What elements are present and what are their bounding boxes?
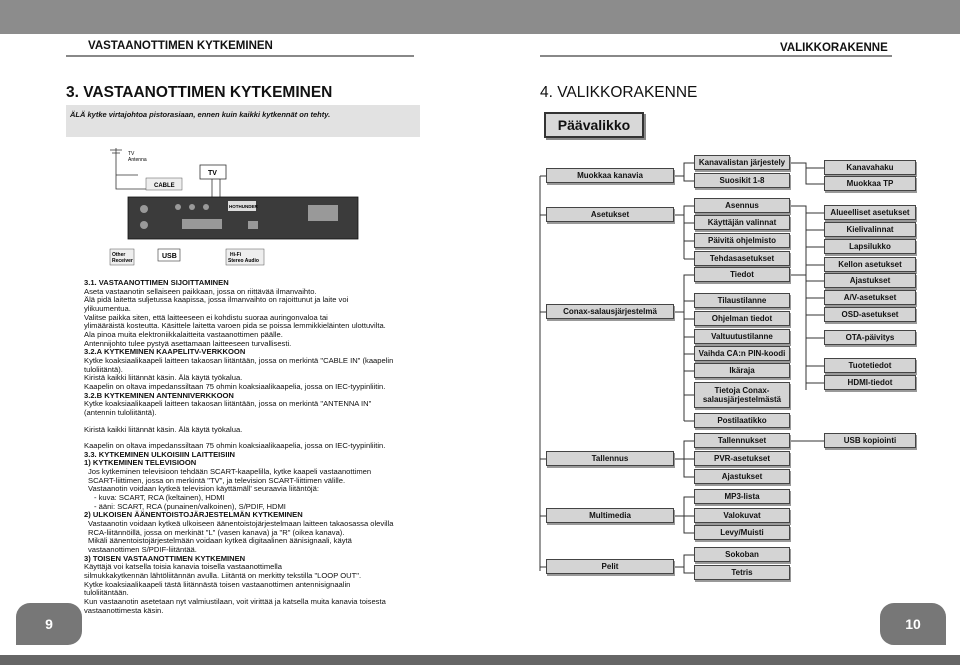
menu-col1-item: Multimedia	[546, 508, 674, 523]
page-number-right: 10	[880, 603, 946, 645]
menu-col3-item: Kellon asetukset	[824, 257, 916, 272]
text-line: silmukkakytkennän lähtöliitännän avulla. Liitäntä on merkitty tekstilla "LOOP OUT".	[84, 571, 362, 580]
menu-col1-item: Asetukset	[546, 207, 674, 222]
menu-col2-item: Tietoja Conax-salausjärjestelmästä	[694, 382, 790, 408]
menu-col2-item: Ajastukset	[694, 469, 790, 484]
usb-label: USB	[162, 253, 177, 260]
menu-col2-item: PVR-asetukset	[694, 451, 790, 466]
menu-col2-item: Levy/Muisti	[694, 525, 790, 540]
text-line: Kytke koaksiaalikaapeli laitteen takaosan liitäntään, jossa on merkintä "ANTENNA IN"	[84, 399, 372, 409]
text-line: Aseta vastaanotin sellaiseen paikkaan, jossa on riittävää ilmanvaihto.	[84, 286, 317, 296]
text-line: 3.3. KYTKEMINEN ULKOISIIN LAITTEISIIN	[84, 449, 236, 459]
text-line: (antennin tuloliitäntä).	[84, 407, 157, 417]
text-line: Älä pidä laitetta suljetussa kaapissa, jossa ilmanvaihto on rajoittunut ja laite voi	[84, 295, 349, 305]
text-line: Kaapelin on oltava impedanssiltaan 75 ohmin koaksiaalikaapelia, jossa on IEC-tyypinliitin.	[84, 381, 386, 391]
menu-col2-item: Postilaatikko	[694, 413, 790, 428]
menu-col3-item: Kanavahaku	[824, 160, 916, 175]
other-receiver-label-2: Receiver	[112, 258, 133, 264]
hifi-label-2: Stereo Audio	[228, 258, 259, 264]
text-line: ylikuumentua.	[84, 303, 131, 313]
text-line: Vastaanotin voidaan kytkeä television käyttämäll' seuraavia liitäntöjä:	[88, 484, 319, 494]
menu-col2-item: Käyttäjän valinnat	[694, 215, 790, 230]
menu-col3-item: OTA-päivitys	[824, 330, 916, 345]
text-line: Kun vastaanotin asetetaan nyt valmiustilaan, voit virittää ja katsella muita kanavia toisesta	[84, 596, 386, 606]
menu-col1-item: Muokkaa kanavia	[546, 168, 674, 183]
menu-col2-item: Kanavalistan järjestely	[694, 155, 790, 170]
text-line: 3.2.A KYTKEMINEN KAAPELITV-VERKKOON	[84, 347, 246, 357]
menu-col3-item: HDMI-tiedot	[824, 375, 916, 390]
text-line: - kuva: SCART, RCA (keltainen), HDMI	[94, 493, 225, 503]
hifi-label: Hi-Fi	[230, 252, 242, 258]
page-number-left: 9	[16, 603, 82, 645]
menu-col3-item: Ajastukset	[824, 273, 916, 288]
text-line: tuloliitäntä).	[84, 364, 123, 374]
text-line: Kiristä kaikki liitännät käsin. Älä käytä työkalua.	[84, 373, 243, 383]
menu-col2-item: Tiedot	[694, 267, 790, 282]
header-left: VASTAANOTTIMEN KYTKEMINEN	[88, 40, 273, 52]
menu-col1-item: Tallennus	[546, 451, 674, 466]
menu-col3-item: Kielivalinnat	[824, 222, 916, 237]
text-line: Kaapelin on oltava impedanssiltaan 75 ohmin koaksiaalikaapelia, jossa on IEC-tyypinliitin.	[84, 441, 386, 451]
text-line: vastaanottimen S/PDIF-liitäntää.	[88, 545, 197, 555]
text-line: Mikäli äänentoistojärjestelmään voidaan kytkeä digitaalinen äänisignaali, käytä	[88, 536, 352, 546]
menu-col2-item: Suosikit 1-8	[694, 173, 790, 188]
text-line: Kytke koaksiaalikaapeli tästä liitännästä toisen vastaanottimen antennisignaalin	[84, 579, 351, 589]
menu-col3-item: Muokkaa TP	[824, 176, 916, 191]
text-line: 2) ULKOISEN ÄÄNENTOISTOJÄRJESTELMÄN KYTKEMINEN	[84, 510, 303, 520]
menu-col3-item: OSD-asetukset	[824, 307, 916, 322]
text-line: 1) KYTKEMINEN TELEVISIOON	[84, 458, 197, 468]
menu-col3-item: A/V-asetukset	[824, 290, 916, 305]
menu-col2-item: Tallennukset	[694, 433, 790, 448]
menu-col2-item: MP3-lista	[694, 489, 790, 504]
menu-col2-item: Ohjelman tiedot	[694, 311, 790, 326]
text-line: Käyttäjä voi katsella toisia kanavia toisella vastaanottimella	[84, 562, 282, 572]
text-line: RCA-liitännöillä, jossa on merkinät "L" (vasen kanava) ja "R" (oikea kanava).	[88, 527, 345, 537]
page-title-right: 4. VALIKKORAKENNE	[540, 84, 698, 101]
menu-col3-item: Alueelliset asetukset	[824, 205, 916, 220]
text-line: SCART-liittimen, jossa on merkintä "TV", ja television SCART-liittimen välille.	[88, 475, 346, 485]
warning-text: ÄLÄ kytke virtajohtoa pistorasiaan, ennen kuin kaikki kytkennät on tehty.	[70, 110, 331, 119]
menu-col3-item: USB kopiointi	[824, 433, 916, 448]
cable-label: CABLE	[154, 183, 175, 189]
tv-label: TV	[208, 170, 217, 177]
main-menu-box: Päävalikko	[544, 112, 644, 138]
menu-col2-item: Vaihda CA:n PIN-koodi	[694, 346, 790, 361]
brand-label: HOTHUNDER	[229, 204, 258, 209]
menu-col2-item: Sokoban	[694, 547, 790, 562]
menu-col2-item: Asennus	[694, 198, 790, 213]
menu-col1-item: Conax-salausjärjestelmä	[546, 304, 674, 319]
header-right: VALIKKORAKENNE	[780, 42, 888, 54]
text-line: Jos kytkeminen televisioon tehdään SCART-kaapelilla, kytke kaapeli vastaanottimen	[88, 467, 372, 477]
menu-col2-item: Tilaustilanne	[694, 293, 790, 308]
text-line: tuloliitäntään.	[84, 588, 129, 598]
tv-antenna-label-2: Antenna	[128, 157, 147, 163]
text-line: Kiristä kaikki liitännät käsin. Älä käytä työkalua.	[84, 424, 243, 434]
other-receiver-label: Other	[112, 252, 126, 258]
text-line: 3.1. VASTAANOTTIMEN SIJOITTAMINEN	[84, 278, 229, 287]
text-line: Ala pinoa muita elektroniikkalaitteita vastaanottimen päälle.	[84, 329, 283, 339]
menu-col2-item: Valtuutustilanne	[694, 329, 790, 344]
tv-antenna-label: TV	[128, 151, 135, 157]
text-line: Vastaanotin voidaan kytkeä ulkoiseen äänentoistojärjestelmaan laitteen takaosassa olevilla	[88, 519, 394, 529]
menu-col2-item: Tetris	[694, 565, 790, 580]
text-line: Valitse paikka siten, että laitteeseen ei kohdistu suoraa auringonvaloa tai	[84, 312, 328, 322]
menu-col3-item: Tuotetiedot	[824, 358, 916, 373]
page-title-left: 3. VASTAANOTTIMEN KYTKEMINEN	[66, 84, 333, 101]
text-line: Kytke koaksiaalikaapeli laitteen takaosan liitäntään, jossa on merkintä "CABLE IN" (kaapelin	[84, 355, 394, 365]
menu-col1-item: Pelit	[546, 559, 674, 574]
menu-col2-item: Tehdasasetukset	[694, 251, 790, 266]
menu-col2-item: Päivitä ohjelmisto	[694, 233, 790, 248]
menu-col2-item: Ikäraja	[694, 363, 790, 378]
text-line: 3) TOISEN VASTAANOTTIMEN KYTKEMINEN	[84, 553, 246, 563]
menu-col3-item: Lapsilukko	[824, 239, 916, 254]
menu-col2-item: Valokuvat	[694, 508, 790, 523]
text-line: ylimääräistä kosteutta. Käsittele laitetta varoen pida se poissa lemmikkieläinten ulottuvilta.	[84, 321, 386, 331]
text-line: - ääni: SCART, RCA (punainen/valkoinen), S/PDIF, HDMI	[94, 501, 286, 511]
text-line: vastaanottimesta käsin.	[84, 605, 164, 615]
text-line: Antennijohto tulee pystyä asettamaan laitteeseen turvallisesti.	[84, 338, 292, 348]
text-line: 3.2.B KYTKEMINEN ANTENNIVERKKOON	[84, 390, 234, 400]
